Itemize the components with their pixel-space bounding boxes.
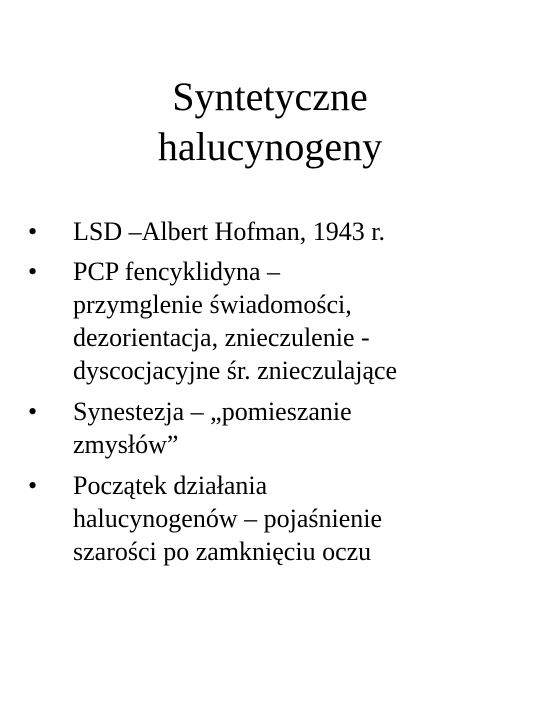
bullet-text-line: Synestezja – „pomieszanie (73, 397, 352, 426)
bullet-icon: • (28, 257, 38, 286)
bullet-item-pcp (28, 255, 528, 387)
bullet-text-line: przymglenie świadomości, (73, 290, 352, 319)
title-line: halucynogeny (157, 124, 383, 169)
slide-title (0, 72, 540, 172)
bullet-list (28, 215, 528, 575)
bullet-item-lsd (28, 215, 528, 248)
bullet-text-line: LSD –Albert Hofman, 1943 r. (73, 217, 385, 246)
bullet-text-line: dezorientacja, znieczulenie - (73, 323, 370, 352)
bullet-text-line: szarości po zamknięciu oczu (73, 537, 372, 566)
bullet-item-poczatek (28, 469, 528, 568)
title-line: Syntetyczne (172, 74, 368, 119)
bullet-item-synestezja (28, 395, 528, 461)
bullet-icon: • (28, 217, 38, 246)
bullet-icon: • (28, 471, 38, 500)
bullet-text-line: dyscocjacyjne śr. znieczulające (73, 356, 398, 385)
bullet-text-line: halucynogenów – pojaśnienie (73, 504, 383, 533)
bullet-text-line: PCP fencyklidyna – (73, 257, 281, 286)
bullet-text-line: zmysłów” (73, 430, 179, 459)
bullet-icon: • (28, 397, 38, 426)
bullet-text-line: Początek działania (73, 471, 268, 500)
